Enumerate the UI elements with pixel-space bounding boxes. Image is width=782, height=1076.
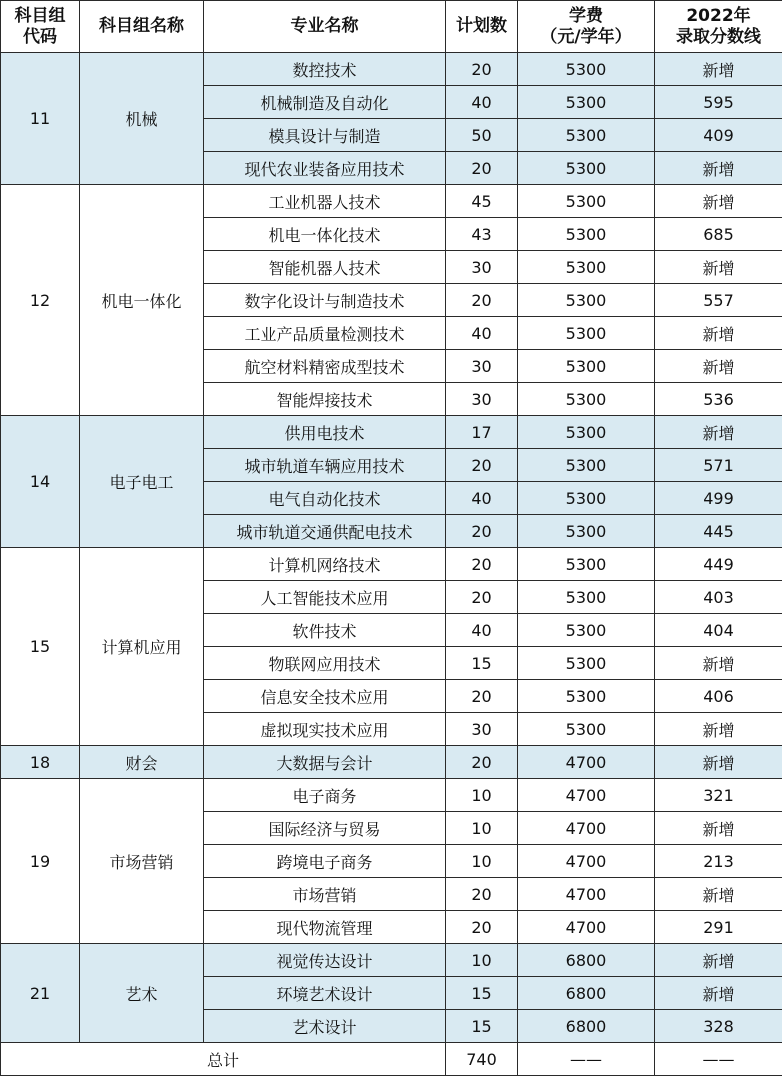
group-name-cell: 财会	[80, 746, 204, 779]
total-fee: ——	[518, 1043, 655, 1076]
tuition-cell: 4700	[518, 878, 655, 911]
total-row	[1, 1043, 782, 1076]
major-name-cell: 电气自动化技术	[204, 482, 446, 515]
major-name-cell: 市场营销	[204, 878, 446, 911]
plan-count-cell: 43	[446, 218, 518, 251]
cutoff-score-cell: 新增	[655, 251, 782, 284]
plan-count-cell: 30	[446, 350, 518, 383]
major-name-cell: 信息安全技术应用	[204, 680, 446, 713]
plan-count-cell: 20	[446, 515, 518, 548]
header-plan-count: 计划数	[446, 1, 518, 53]
group-name-cell: 计算机应用	[80, 548, 204, 746]
plan-count-cell: 40	[446, 482, 518, 515]
header-tuition-line2: （元/学年）	[540, 26, 632, 47]
major-name-cell: 智能焊接技术	[204, 383, 446, 416]
table-row	[1, 53, 782, 86]
plan-count-cell: 50	[446, 119, 518, 152]
total-plan: 740	[446, 1043, 518, 1076]
cutoff-score-cell: 557	[655, 284, 782, 317]
table-row	[1, 185, 782, 218]
cutoff-score-cell: 406	[655, 680, 782, 713]
plan-count-cell: 15	[446, 1010, 518, 1043]
plan-count-cell: 40	[446, 317, 518, 350]
tuition-cell: 5300	[518, 449, 655, 482]
plan-count-cell: 40	[446, 614, 518, 647]
tuition-cell: 5300	[518, 119, 655, 152]
header-group-code-line1: 科目组	[14, 5, 66, 26]
cutoff-score-cell: 321	[655, 779, 782, 812]
plan-count-cell: 20	[446, 581, 518, 614]
header-group-name: 科目组名称	[80, 1, 204, 53]
tuition-cell: 5300	[518, 53, 655, 86]
plan-count-cell: 30	[446, 251, 518, 284]
total-label: 总计	[1, 1043, 446, 1076]
plan-count-cell: 45	[446, 185, 518, 218]
cutoff-score-cell: 499	[655, 482, 782, 515]
cutoff-score-cell: 571	[655, 449, 782, 482]
header-tuition	[518, 1, 655, 53]
plan-count-cell: 15	[446, 647, 518, 680]
tuition-cell: 4700	[518, 845, 655, 878]
group-code-cell: 15	[1, 548, 80, 746]
tuition-cell: 5300	[518, 713, 655, 746]
tuition-cell: 5300	[518, 548, 655, 581]
plan-count-cell: 20	[446, 680, 518, 713]
cutoff-score-cell: 新增	[655, 152, 782, 185]
group-name-cell: 艺术	[80, 944, 204, 1043]
group-code-cell: 14	[1, 416, 80, 548]
major-name-cell: 航空材料精密成型技术	[204, 350, 446, 383]
major-name-cell: 现代农业装备应用技术	[204, 152, 446, 185]
header-tuition-line1: 学费	[569, 5, 603, 26]
table-row	[1, 779, 782, 812]
plan-count-cell: 10	[446, 779, 518, 812]
header-cutoff-score	[655, 1, 782, 53]
plan-count-cell: 20	[446, 911, 518, 944]
tuition-cell: 4700	[518, 911, 655, 944]
cutoff-score-cell: 新增	[655, 647, 782, 680]
plan-count-cell: 20	[446, 284, 518, 317]
header-row	[1, 1, 782, 53]
tuition-cell: 5300	[518, 251, 655, 284]
tuition-cell: 5300	[518, 416, 655, 449]
group-name-cell: 机电一体化	[80, 185, 204, 416]
cutoff-score-cell: 新增	[655, 878, 782, 911]
cutoff-score-cell: 新增	[655, 746, 782, 779]
major-name-cell: 工业产品质量检测技术	[204, 317, 446, 350]
cutoff-score-cell: 新增	[655, 713, 782, 746]
major-name-cell: 虚拟现实技术应用	[204, 713, 446, 746]
plan-count-cell: 20	[446, 878, 518, 911]
major-name-cell: 机械制造及自动化	[204, 86, 446, 119]
tuition-cell: 5300	[518, 317, 655, 350]
plan-count-cell: 10	[446, 845, 518, 878]
tuition-cell: 4700	[518, 812, 655, 845]
plan-count-cell: 20	[446, 548, 518, 581]
plan-count-cell: 20	[446, 746, 518, 779]
tuition-cell: 5300	[518, 482, 655, 515]
tuition-cell: 6800	[518, 1010, 655, 1043]
plan-count-cell: 15	[446, 977, 518, 1010]
tuition-cell: 5300	[518, 614, 655, 647]
major-name-cell: 机电一体化技术	[204, 218, 446, 251]
tuition-cell: 4700	[518, 779, 655, 812]
tuition-cell: 4700	[518, 746, 655, 779]
major-name-cell: 艺术设计	[204, 1010, 446, 1043]
cutoff-score-cell: 595	[655, 86, 782, 119]
tuition-cell: 6800	[518, 977, 655, 1010]
major-name-cell: 智能机器人技术	[204, 251, 446, 284]
major-name-cell: 数字化设计与制造技术	[204, 284, 446, 317]
group-name-cell: 机械	[80, 53, 204, 185]
cutoff-score-cell: 新增	[655, 185, 782, 218]
cutoff-score-cell: 新增	[655, 812, 782, 845]
tuition-cell: 5300	[518, 647, 655, 680]
major-name-cell: 环境艺术设计	[204, 977, 446, 1010]
table-row	[1, 548, 782, 581]
plan-count-cell: 20	[446, 152, 518, 185]
major-name-cell: 现代物流管理	[204, 911, 446, 944]
major-name-cell: 软件技术	[204, 614, 446, 647]
cutoff-score-cell: 445	[655, 515, 782, 548]
cutoff-score-cell: 新增	[655, 350, 782, 383]
group-code-cell: 18	[1, 746, 80, 779]
plan-count-cell: 30	[446, 383, 518, 416]
major-name-cell: 人工智能技术应用	[204, 581, 446, 614]
plan-count-cell: 17	[446, 416, 518, 449]
cutoff-score-cell: 536	[655, 383, 782, 416]
plan-count-cell: 20	[446, 449, 518, 482]
tuition-cell: 5300	[518, 680, 655, 713]
total-score: ——	[655, 1043, 782, 1076]
major-name-cell: 视觉传达设计	[204, 944, 446, 977]
group-code-cell: 19	[1, 779, 80, 944]
tuition-cell: 5300	[518, 383, 655, 416]
header-cutoff-score-line1: 2022年	[686, 5, 751, 26]
cutoff-score-cell: 新增	[655, 53, 782, 86]
table-row	[1, 746, 782, 779]
tuition-cell: 5300	[518, 284, 655, 317]
major-name-cell: 供用电技术	[204, 416, 446, 449]
header-major-name: 专业名称	[204, 1, 446, 53]
tuition-cell: 5300	[518, 185, 655, 218]
major-name-cell: 数控技术	[204, 53, 446, 86]
table-row	[1, 416, 782, 449]
cutoff-score-cell: 409	[655, 119, 782, 152]
major-name-cell: 国际经济与贸易	[204, 812, 446, 845]
group-name-cell: 电子电工	[80, 416, 204, 548]
major-name-cell: 工业机器人技术	[204, 185, 446, 218]
plan-count-cell: 20	[446, 53, 518, 86]
cutoff-score-cell: 403	[655, 581, 782, 614]
plan-count-cell: 40	[446, 86, 518, 119]
major-name-cell: 电子商务	[204, 779, 446, 812]
major-name-cell: 大数据与会计	[204, 746, 446, 779]
header-group-code	[1, 1, 80, 53]
table-body	[1, 53, 782, 1043]
major-name-cell: 物联网应用技术	[204, 647, 446, 680]
tuition-cell: 5300	[518, 515, 655, 548]
cutoff-score-cell: 404	[655, 614, 782, 647]
plan-count-cell: 10	[446, 812, 518, 845]
group-code-cell: 21	[1, 944, 80, 1043]
plan-count-cell: 10	[446, 944, 518, 977]
tuition-cell: 5300	[518, 218, 655, 251]
table-row	[1, 944, 782, 977]
major-name-cell: 计算机网络技术	[204, 548, 446, 581]
cutoff-score-cell: 新增	[655, 317, 782, 350]
major-name-cell: 城市轨道交通供配电技术	[204, 515, 446, 548]
group-name-cell: 市场营销	[80, 779, 204, 944]
header-cutoff-score-line2: 录取分数线	[676, 26, 761, 47]
tuition-cell: 5300	[518, 86, 655, 119]
tuition-cell: 6800	[518, 944, 655, 977]
cutoff-score-cell: 685	[655, 218, 782, 251]
header-group-code-line2: 代码	[23, 26, 57, 47]
major-name-cell: 城市轨道车辆应用技术	[204, 449, 446, 482]
group-code-cell: 12	[1, 185, 80, 416]
major-name-cell: 跨境电子商务	[204, 845, 446, 878]
cutoff-score-cell: 213	[655, 845, 782, 878]
cutoff-score-cell: 新增	[655, 977, 782, 1010]
group-code-cell: 11	[1, 53, 80, 185]
tuition-cell: 5300	[518, 581, 655, 614]
cutoff-score-cell: 328	[655, 1010, 782, 1043]
major-name-cell: 模具设计与制造	[204, 119, 446, 152]
cutoff-score-cell: 291	[655, 911, 782, 944]
cutoff-score-cell: 新增	[655, 416, 782, 449]
cutoff-score-cell: 449	[655, 548, 782, 581]
tuition-cell: 5300	[518, 152, 655, 185]
tuition-cell: 5300	[518, 350, 655, 383]
plan-count-cell: 30	[446, 713, 518, 746]
cutoff-score-cell: 新增	[655, 944, 782, 977]
